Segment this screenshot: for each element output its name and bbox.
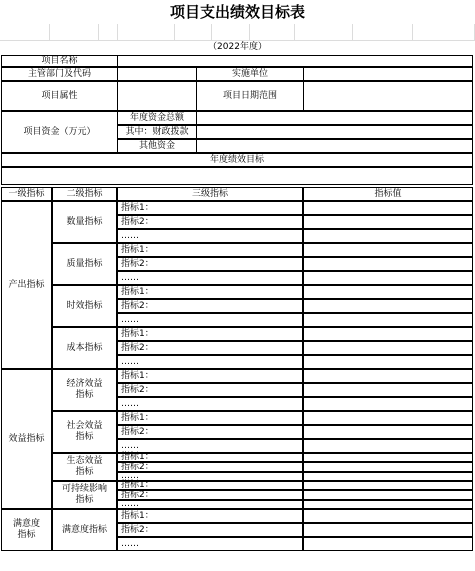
attribute-label: 项目属性	[1, 81, 118, 111]
annual-goal-content	[1, 167, 473, 185]
indicator-value	[303, 383, 473, 397]
table-header-3: 三级指标	[117, 187, 303, 201]
dept-label: 主管部门及代码	[1, 67, 118, 81]
level2-indicator: 时效指标	[52, 285, 117, 327]
level3-indicator: 指标2：	[117, 425, 303, 439]
level3-indicator: 指标1：	[117, 509, 303, 523]
indicator-value	[303, 313, 473, 327]
indicator-value	[303, 369, 473, 383]
level3-indicator: ……	[117, 500, 303, 509]
level1-indicator: 效益指标	[1, 369, 52, 509]
grid-cell	[118, 24, 175, 41]
grid-cell	[353, 24, 413, 41]
grid-cell	[99, 24, 118, 41]
level3-indicator: ……	[117, 537, 303, 551]
level3-indicator: 指标2：	[117, 490, 303, 499]
indicator-value	[303, 453, 473, 462]
level3-indicator: 指标1：	[117, 481, 303, 490]
level2-indicator: 生态效益 指标	[52, 453, 117, 481]
impl-unit-label: 实施单位	[196, 67, 304, 81]
year-label: （2022年度）	[208, 42, 267, 52]
fund-fiscal-value	[196, 125, 473, 139]
dept-value	[117, 67, 197, 81]
level3-indicator: 指标2：	[117, 257, 303, 271]
level2-indicator: 质量指标	[52, 243, 117, 285]
indicator-value	[303, 299, 473, 313]
level3-indicator: 指标2：	[117, 383, 303, 397]
level3-indicator: 指标2：	[117, 523, 303, 537]
fund-fiscal-label: 其中：财政拨款	[117, 125, 197, 139]
fund-total-value	[196, 111, 473, 125]
indicator-value	[303, 509, 473, 523]
indicator-value	[303, 537, 473, 551]
level1-indicator: 产出指标	[1, 201, 52, 369]
table-header-4: 指标值	[303, 187, 473, 201]
indicator-value	[303, 229, 473, 243]
level3-indicator: 指标2：	[117, 462, 303, 471]
level3-indicator: ……	[117, 313, 303, 327]
indicator-value	[303, 355, 473, 369]
annual-goal-label: 年度绩效目标	[1, 153, 473, 167]
level1-indicator: 满意度 指标	[1, 509, 52, 551]
level3-indicator: 指标1：	[117, 453, 303, 462]
indicator-value	[303, 285, 473, 299]
level3-indicator: 指标1：	[117, 243, 303, 257]
indicator-value	[303, 523, 473, 537]
level3-indicator: ……	[117, 355, 303, 369]
level3-indicator: ……	[117, 472, 303, 481]
indicator-value	[303, 425, 473, 439]
grid-cell	[250, 24, 295, 41]
fund-label: 项目资金（万元）	[1, 111, 118, 153]
indicator-value	[303, 490, 473, 499]
level2-indicator: 可持续影响 指标	[52, 481, 117, 509]
indicator-value	[303, 397, 473, 411]
indicator-value	[303, 462, 473, 471]
level3-indicator: ……	[117, 229, 303, 243]
project-name-label: 项目名称	[1, 55, 118, 67]
level3-indicator: 指标1：	[117, 327, 303, 341]
fund-other-label: 其他资金	[117, 139, 197, 153]
indicator-value	[303, 243, 473, 257]
period-value	[303, 81, 473, 111]
grid-cell	[50, 24, 99, 41]
impl-unit-value	[303, 67, 473, 81]
indicator-value	[303, 271, 473, 285]
level3-indicator: 指标2：	[117, 299, 303, 313]
level2-indicator: 经济效益 指标	[52, 369, 117, 411]
indicator-value	[303, 201, 473, 215]
grid-cell	[0, 24, 50, 41]
indicator-value	[303, 439, 473, 453]
indicator-value	[303, 500, 473, 509]
page-title: 项目支出绩效目标表	[169, 3, 305, 21]
indicator-value	[303, 257, 473, 271]
indicator-value	[303, 481, 473, 490]
table-header-1: 一级指标	[1, 187, 52, 201]
grid-cell	[175, 24, 212, 41]
indicator-value	[303, 327, 473, 341]
grid-cell	[413, 24, 475, 41]
level3-indicator: 指标1：	[117, 285, 303, 299]
attribute-value	[117, 81, 197, 111]
level3-indicator: 指标2：	[117, 341, 303, 355]
level3-indicator: 指标1：	[117, 369, 303, 383]
fund-total-label: 年度资金总额	[117, 111, 197, 125]
project-name-value	[117, 55, 473, 67]
table-header-2: 二级指标	[52, 187, 117, 201]
level3-indicator: 指标1：	[117, 201, 303, 215]
fund-other-value	[196, 139, 473, 153]
indicator-value	[303, 215, 473, 229]
level2-indicator: 满意度指标	[52, 509, 117, 551]
level2-indicator: 成本指标	[52, 327, 117, 369]
level3-indicator: 指标2：	[117, 215, 303, 229]
level2-indicator: 数量指标	[52, 201, 117, 243]
grid-cell	[212, 24, 250, 41]
period-label: 项目日期范围	[196, 81, 304, 111]
indicator-value	[303, 472, 473, 481]
level3-indicator: ……	[117, 271, 303, 285]
level2-indicator: 社会效益 指标	[52, 411, 117, 453]
level3-indicator: 指标1：	[117, 411, 303, 425]
indicator-value	[303, 411, 473, 425]
indicator-value	[303, 341, 473, 355]
level3-indicator: ……	[117, 439, 303, 453]
grid-cell	[295, 24, 353, 41]
level3-indicator: ……	[117, 397, 303, 411]
